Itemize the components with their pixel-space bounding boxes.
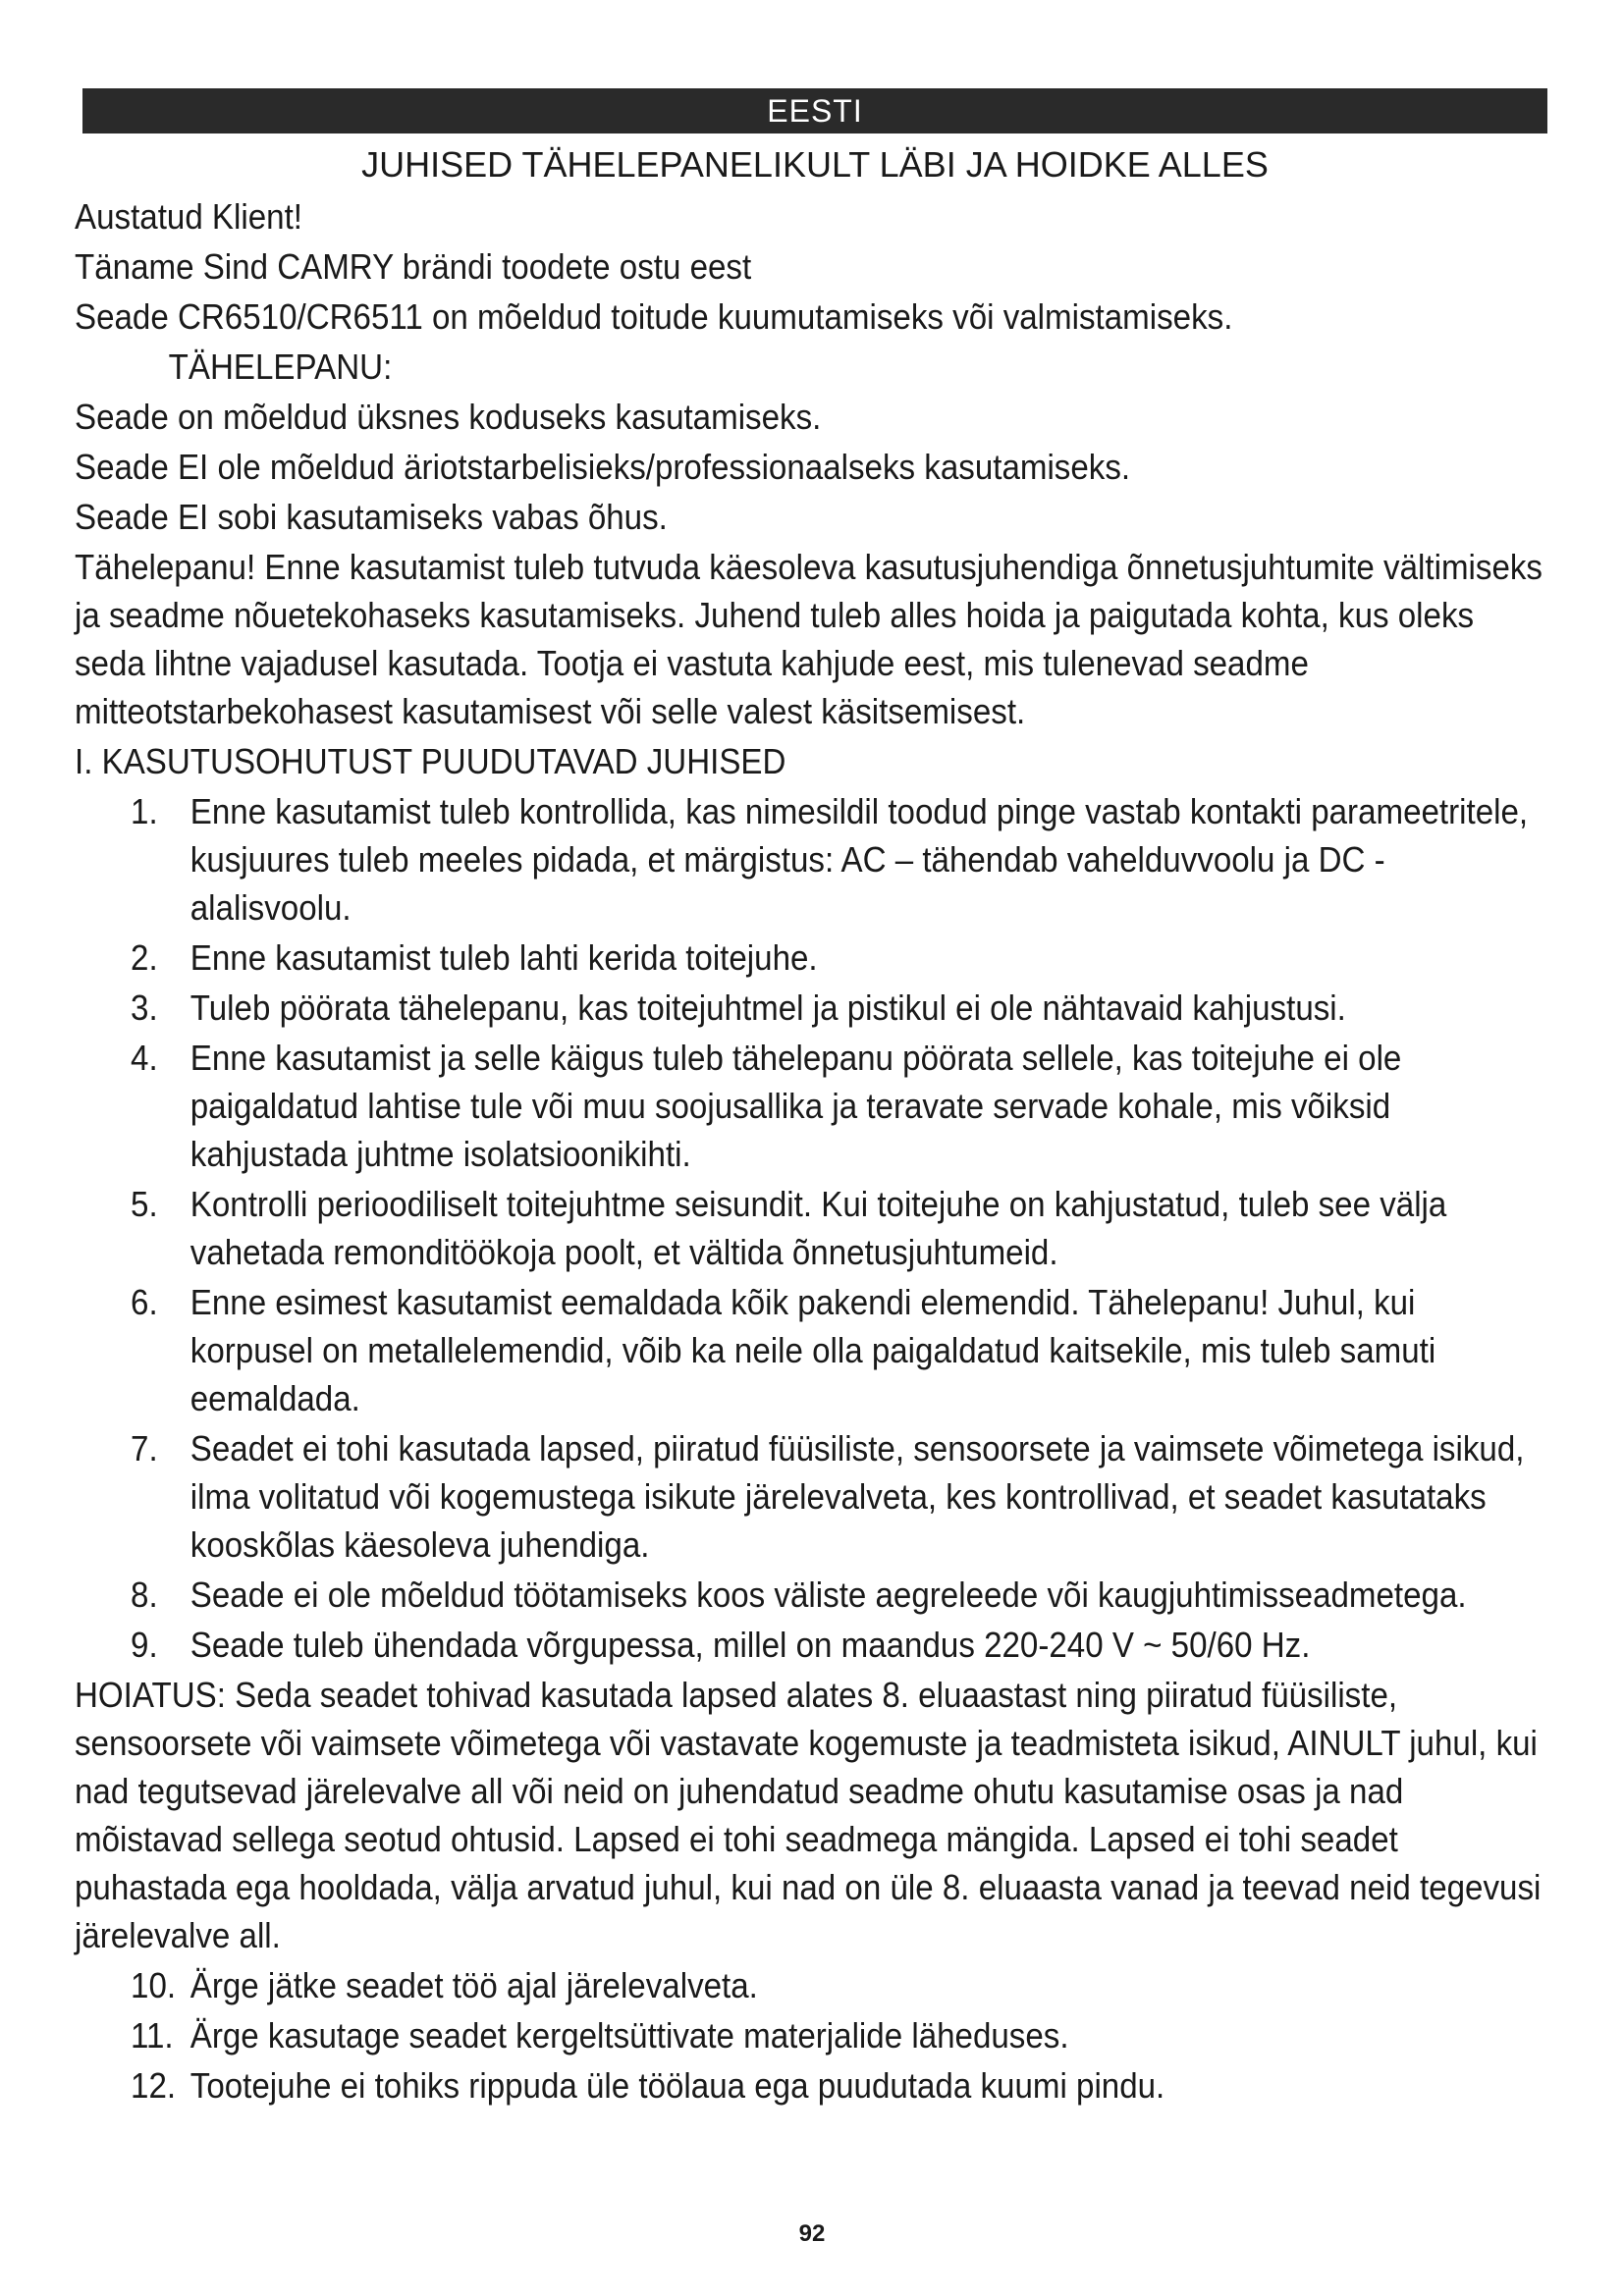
item-text: Ärge kasutage seadet kergeltsüttivate materjalide läheduses. <box>189 2015 1069 2056</box>
list-item <box>75 787 1545 932</box>
item-text: Seade tuleb ühendada võrgupessa, millel on maandus 220-240 V ~ 50/60 Hz. <box>189 1625 1311 1665</box>
item-text: Enne kasutamist tuleb lahti kerida toitejuhe. <box>189 937 818 978</box>
item-number: 12. <box>131 2065 177 2106</box>
item-number: 2. <box>131 937 158 978</box>
warning-paragraph: HOIATUS: Seda seadet tohivad kasutada lapsed alates 8. eluaastast ning piiratud füüsiliste, sensoorsete või vaimsete võimetega või vastavate kogemuste ja teadmisteta isikud, AINULT juhul, kui nad tegutsevad järelevalve all või neid on juhendatud seadme ohutu kasutamise osas ja nad mõistavad sellega seotud ohtusid. Lapsed ei tohi seadmega mängida. Lapsed ei tohi seadet puhastada ega hooldada, välja arvatud juhul, kui nad on üle 8. eluaasta vanad ja teevad neid tegevusi järelevalve all. <box>75 1675 1542 1955</box>
safety-list-a <box>75 787 1547 1669</box>
item-number: 4. <box>131 1038 158 1078</box>
purpose-line: Seade CR6510/CR6511 on mõeldud toitude kuumutamiseks või valmistamiseks. <box>75 296 1233 337</box>
item-number: 3. <box>131 988 158 1028</box>
item-text: Enne kasutamist ja selle käigus tuleb tähelepanu pöörata sellele, kas toitejuhe ei ole paigaldatud lahtise tule või muu soojusallika ja teravate servade kohale, mis võiksid kahjustada juhtme isolatsioonikihti. <box>189 1038 1402 1174</box>
page-heading: JUHISED TÄHELEPANELIKULT LÄBI JA HOIDKE ALLES <box>361 144 1269 185</box>
list-item <box>75 934 1545 982</box>
page-number: 92 <box>798 2220 826 2247</box>
not-commercial-line: Seade EI ole mõeldud äriotstarbelisieks/professionaalseks kasutamiseks. <box>75 447 1131 487</box>
list-item <box>75 1278 1545 1422</box>
page-content <box>75 192 1547 2111</box>
item-number: 7. <box>131 1428 158 1468</box>
item-number: 6. <box>131 1282 158 1322</box>
list-item <box>75 2061 1545 2109</box>
item-number: 9. <box>131 1625 158 1665</box>
safety-list-b <box>75 1961 1547 2109</box>
attention-label: TÄHELEPANU: <box>168 347 393 387</box>
list-item <box>75 1424 1545 1569</box>
list-item <box>75 1571 1545 1619</box>
list-item <box>75 984 1545 1032</box>
not-outdoor-line: Seade EI sobi kasutamiseks vabas õhus. <box>75 497 668 537</box>
item-number: 10. <box>131 1965 177 2005</box>
item-number: 5. <box>131 1184 158 1224</box>
item-text: Tuleb pöörata tähelepanu, kas toitejuhtmel ja pistikul ei ole nähtavaid kahjustusi. <box>189 988 1346 1028</box>
item-text: Enne kasutamist tuleb kontrollida, kas nimesildil toodud pinge vastab kontakti parameetritele, kusjuures tuleb meeles pidada, et märgistus: AC – tähendab vahelduvvoolu ja DC - alalisvoolu. <box>189 791 1529 928</box>
item-number: 8. <box>131 1575 158 1615</box>
list-item <box>75 1180 1545 1276</box>
item-text: Tootejuhe ei tohiks rippuda üle töölaua ega puudutada kuumi pindu. <box>189 2065 1165 2106</box>
item-text: Seadet ei tohi kasutada lapsed, piiratud füüsiliste, sensoorsete ja vaimsete võimetega isikud, ilma volitatud või kogemustega isikute järelevalveta, kes kontrollivad, et seadet kasutataks kooskõlas käesoleva juhendiga. <box>189 1428 1525 1565</box>
list-item <box>75 2011 1545 2059</box>
item-number: 1. <box>131 791 158 831</box>
greeting: Austatud Klient! <box>75 196 302 237</box>
item-number: 11. <box>131 2015 174 2056</box>
item-text: Ärge jätke seadet töö ajal järelevalveta. <box>189 1965 758 2005</box>
item-text: Seade ei ole mõeldud töötamiseks koos väliste aegreleede või kaugjuhtimisseadmetega. <box>189 1575 1467 1615</box>
language-bar: EESTI <box>82 88 1547 133</box>
item-text: Enne esimest kasutamist eemaldada kõik pakendi elemendid. Tähelepanu! Juhul, kui korpusel on metallelemendid, võib ka neile olla paigaldatud kaitsekile, mis tuleb samuti eemaldada. <box>189 1282 1436 1418</box>
notice-paragraph: Tähelepanu! Enne kasutamist tuleb tutvuda käesoleva kasutusjuhendiga õnnetusjuhtumite vältimiseks ja seadme nõuetekohaseks kasutamiseks. Juhend tuleb alles hoida ja paigutada kohta, kus oleks seda lihtne vajadusel kasutada. Tootja ei vastuta kahjude eest, mis tulenevad seadme mitteotstarbekohasest kasutamisest või selle valest käsitsemisest. <box>75 547 1543 731</box>
list-item <box>75 1034 1545 1178</box>
item-text: Kontrolli perioodiliselt toitejuhtme seisundit. Kui toitejuhe on kahjustatud, tuleb see välja vahetada remonditöökoja poolt, et vältida õnnetusjuhtumeid. <box>189 1184 1447 1272</box>
list-item <box>75 1621 1545 1669</box>
list-item <box>75 1961 1545 2009</box>
home-use-line: Seade on mõeldud üksnes koduseks kasutamiseks. <box>75 397 822 437</box>
thanks-line: Täname Sind CAMRY brändi toodete ostu eest <box>75 246 752 287</box>
section-title: I. KASUTUSOHUTUST PUUDUTAVAD JUHISED <box>75 741 786 781</box>
